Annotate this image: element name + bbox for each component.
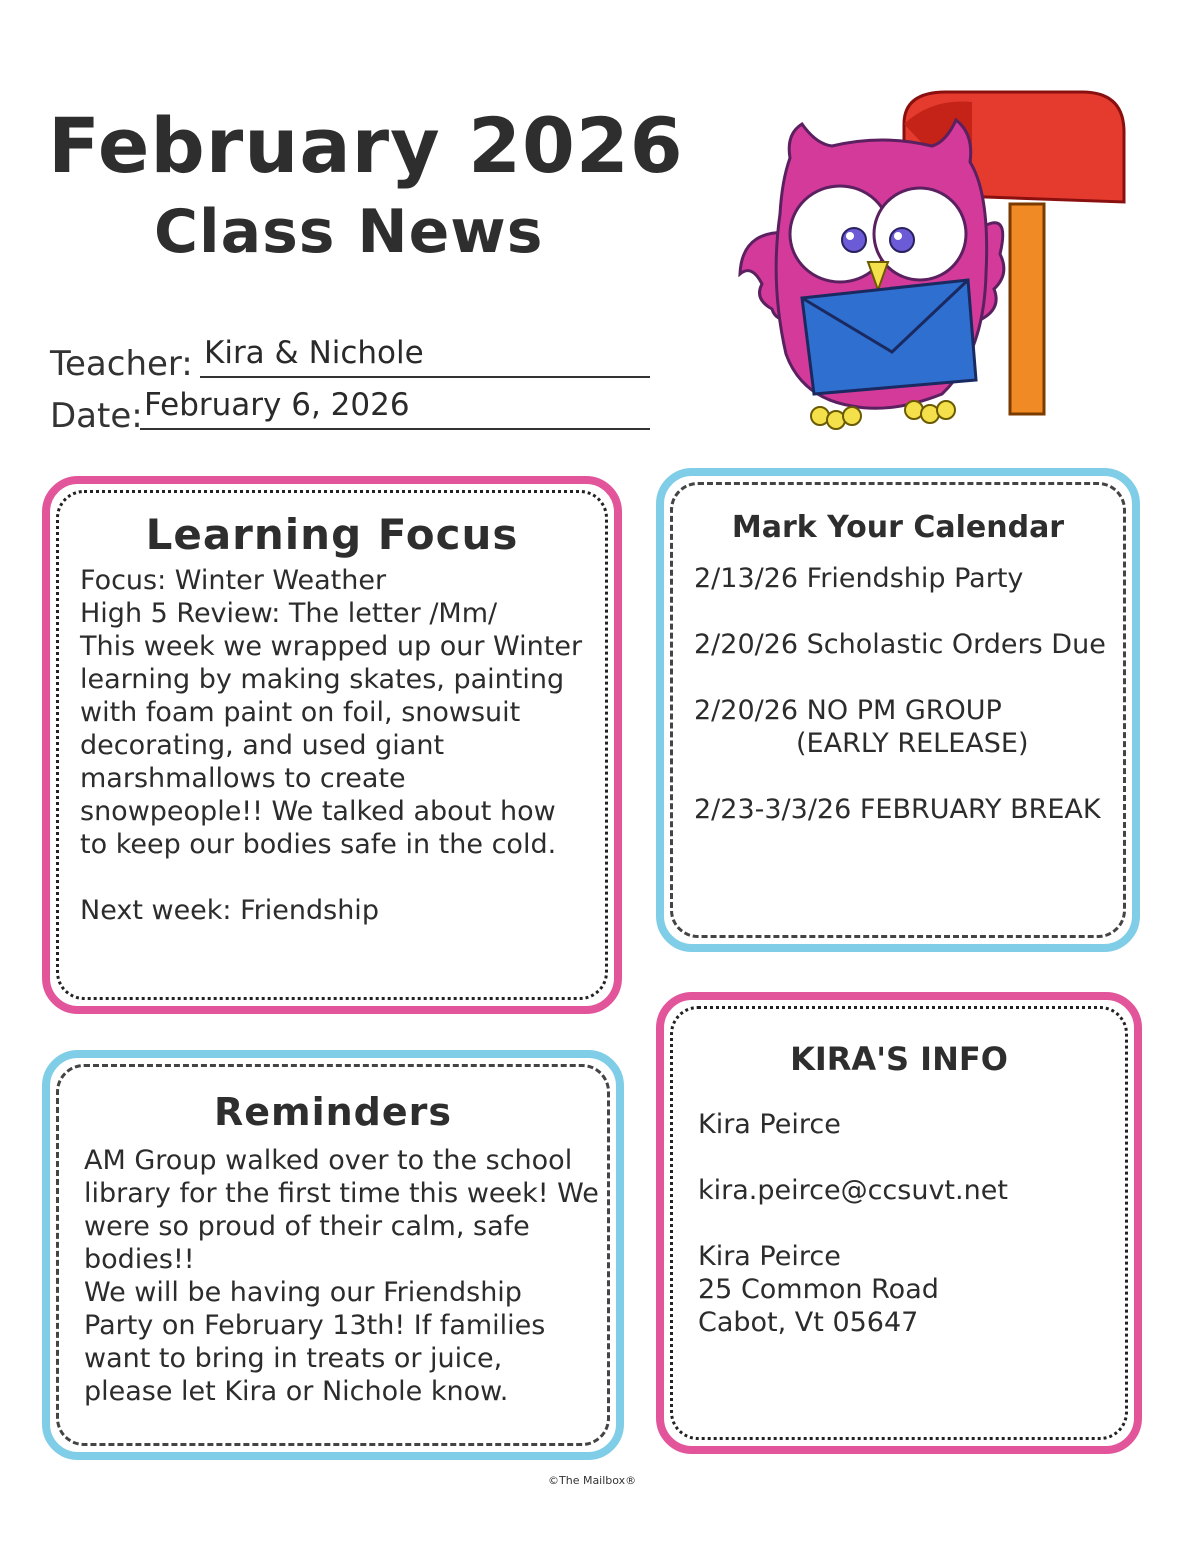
reminder-line: Party on February 13th! If families [84, 1310, 546, 1341]
next-week-text: Next week: Friendship [80, 895, 379, 926]
reminders-text [84, 1144, 604, 1408]
calendar-events [694, 562, 1124, 826]
learning-line: with foam paint on foil, snowsuit [80, 697, 521, 728]
teacher-info-box [656, 992, 1142, 1454]
info-text [698, 1108, 1118, 1339]
info-name: Kira Peirce [698, 1109, 841, 1140]
info-email: kira.peirce@ccsuvt.net [698, 1175, 1008, 1206]
date-field [50, 387, 410, 436]
reminders-box [42, 1050, 624, 1460]
learning-focus-box [42, 476, 622, 1014]
title-month: February 2026 [48, 101, 684, 190]
title-class-news: Class News [154, 197, 544, 267]
reminder-line: please let Kira or Nichole know. [84, 1376, 509, 1407]
learning-line: decorating, and used giant [80, 730, 445, 761]
calendar-event: 2/13/26 Friendship Party [694, 563, 1024, 594]
owl-mailbox-illustration [732, 84, 1132, 444]
date-label: Date: [50, 396, 143, 436]
calendar-title: Mark Your Calendar [731, 510, 1065, 545]
reminders-title: Reminders [213, 1090, 453, 1134]
date-value: February 6, 2026 [140, 390, 650, 430]
teacher-label: Teacher: [50, 344, 193, 384]
learning-line: Focus: Winter Weather [80, 565, 387, 596]
info-address-name: Kira Peirce [698, 1241, 841, 1272]
info-address-street: 25 Common Road [698, 1274, 939, 1305]
teacher-value: Kira & Nichole [200, 338, 650, 378]
copyright-footer: ©The Mailbox® [548, 1474, 637, 1487]
reminder-line: library for the first time this week! We [84, 1178, 599, 1209]
learning-line: This week we wrapped up our Winter [80, 631, 583, 662]
learning-focus-text [80, 564, 600, 927]
info-title: KIRA'S INFO [790, 1040, 1008, 1078]
reminder-line: want to bring in treats or juice, [84, 1343, 503, 1374]
reminder-line: bodies!! [84, 1244, 195, 1275]
learning-line: snowpeople!! We talked about how [80, 796, 556, 827]
learning-line: High 5 Review: The letter /Mm/ [80, 598, 498, 629]
learning-line: learning by making skates, painting [80, 664, 565, 695]
owl-eye-right [890, 228, 914, 252]
learning-line: marshmallows to create [80, 763, 406, 794]
reminder-line: We will be having our Friendship [84, 1277, 522, 1308]
newsletter-title [48, 101, 748, 267]
learning-focus-title: Learning Focus [145, 510, 519, 559]
calendar-box [656, 468, 1140, 952]
calendar-event: 2/20/26 NO PM GROUP [694, 695, 1002, 726]
learning-line: to keep our bodies safe in the cold. [80, 829, 557, 860]
mailbox-post [1010, 204, 1044, 414]
calendar-event: 2/23-3/3/26 FEBRUARY BREAK [694, 794, 1101, 825]
reminder-line: AM Group walked over to the school [84, 1145, 573, 1176]
calendar-event-note: (EARLY RELEASE) [796, 728, 1029, 759]
reminder-line: were so proud of their calm, safe [84, 1211, 530, 1242]
owl-eye-left [842, 228, 866, 252]
info-address-city: Cabot, Vt 05647 [698, 1307, 919, 1338]
calendar-event: 2/20/26 Scholastic Orders Due [694, 629, 1106, 660]
teacher-field [50, 335, 424, 384]
